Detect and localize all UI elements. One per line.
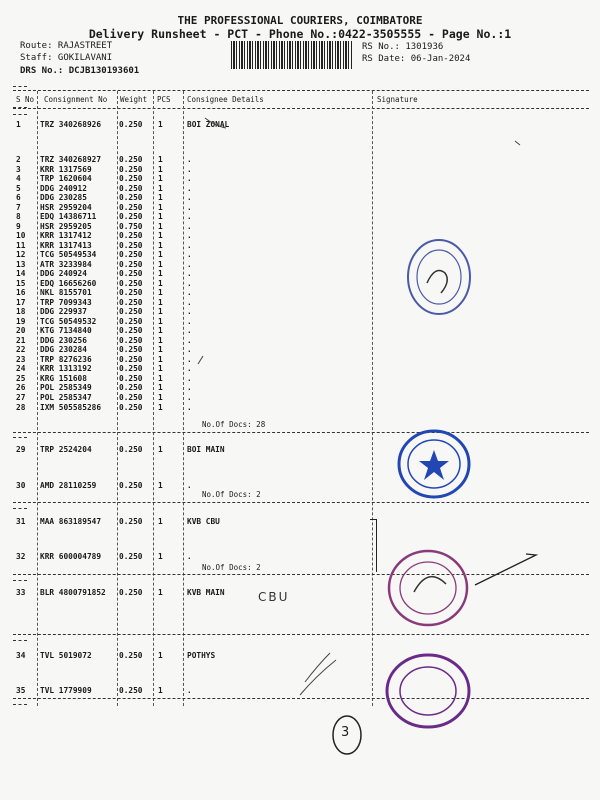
row-details: . — [187, 221, 192, 231]
row-sno: 25 — [16, 373, 26, 383]
row-pcs: 1 — [158, 364, 163, 374]
docs-count: No.Of Docs: 28 — [202, 420, 266, 429]
row-weight: 0.250 — [119, 517, 143, 526]
row-sno: 27 — [16, 393, 26, 402]
row-sno: 10 — [16, 231, 26, 241]
row-consignment: DDG 230284 — [40, 345, 87, 355]
docs-count: No.Of Docs: 2 — [202, 563, 261, 572]
row-consignment: TRZ 340268927 — [40, 155, 102, 164]
row-consignment: IXM 505585286 — [40, 402, 102, 412]
row-details: . — [187, 364, 192, 374]
rs-date: RS Date: 06-Jan-2024 — [362, 54, 471, 64]
row-weight: 0.250 — [119, 259, 143, 269]
row-details: . — [187, 278, 192, 288]
row-pcs: 1 — [158, 326, 163, 336]
row-weight: 0.250 — [119, 481, 143, 490]
row-consignment: KRR 1317413 — [40, 240, 92, 250]
handwritten-number: 3 — [341, 725, 350, 740]
row-details: . — [187, 183, 192, 193]
row-sno: 1 — [16, 120, 21, 129]
row-details: . — [187, 481, 192, 490]
row-weight: 0.250 — [119, 316, 143, 326]
row-sno: 33 — [16, 588, 26, 597]
row-details: POTHYS — [187, 651, 216, 660]
row-weight: 0.250 — [119, 155, 143, 164]
row-consignment: ATR 3233984 — [40, 259, 92, 269]
row-pcs: 1 — [158, 269, 163, 279]
row-details: . — [187, 269, 192, 279]
row-pcs: 1 — [158, 250, 163, 260]
row-pcs: 1 — [158, 278, 163, 288]
row-consignment: HSR 2959205 — [40, 221, 92, 231]
row-weight: 0.250 — [119, 326, 143, 336]
row-weight: 0.250 — [119, 402, 143, 412]
row-details: . — [187, 259, 192, 269]
row-sno: 21 — [16, 335, 26, 345]
row-details: . — [187, 155, 192, 164]
row-details: . — [187, 373, 192, 383]
row-sno: 24 — [16, 364, 26, 374]
row-sno: 6 — [16, 193, 21, 203]
row-details: KVB CBU — [187, 517, 220, 526]
row-pcs: 1 — [158, 481, 163, 490]
row-consignment: POL 2585347 — [40, 393, 92, 402]
row-pcs: 1 — [158, 288, 163, 298]
row-pcs: 1 — [158, 183, 163, 193]
row-consignment: TRP 2524204 — [40, 445, 92, 454]
col-consignment: Consignment No — [44, 95, 108, 104]
row-pcs: 1 — [158, 307, 163, 317]
row-pcs: 1 — [158, 686, 163, 695]
row-pcs: 1 — [158, 240, 163, 250]
bracket-mark — [370, 519, 377, 572]
row-consignment: KTG 7134840 — [40, 326, 92, 336]
row-details: . — [187, 212, 192, 222]
row-pcs: 1 — [158, 202, 163, 212]
row-consignment: DDG 229937 — [40, 307, 87, 317]
row-sno: 4 — [16, 174, 21, 184]
row-details: . — [187, 402, 192, 412]
row-consignment: TRP 1620604 — [40, 174, 92, 184]
row-weight: 0.250 — [119, 552, 143, 561]
row-details: . — [187, 240, 192, 250]
row-consignment: TRP 7099343 — [40, 297, 92, 307]
row-consignment: EDQ 16656260 — [40, 278, 97, 288]
row-sno: 32 — [16, 552, 26, 561]
row-weight: 0.250 — [119, 278, 143, 288]
row-sno: 30 — [16, 481, 26, 490]
row-consignment: KRR 1313192 — [40, 364, 92, 374]
row-sno: 28 — [16, 402, 26, 412]
row-pcs: 1 — [158, 445, 163, 454]
row-consignment: KRR 600004789 — [40, 552, 102, 561]
row-consignment: MAA 863189547 — [40, 517, 102, 526]
row-weight: 0.250 — [119, 335, 143, 345]
row-pcs: 1 — [158, 552, 163, 561]
row-consignment: TRZ 340268926 — [40, 120, 102, 129]
row-details: . — [187, 193, 192, 203]
row-details: . — [187, 354, 192, 364]
row-sno: 17 — [16, 297, 26, 307]
row-consignment: HSR 2959204 — [40, 202, 92, 212]
row-pcs: 1 — [158, 335, 163, 345]
row-weight: 0.250 — [119, 364, 143, 374]
row-details: . — [187, 288, 192, 298]
row-pcs: 1 — [158, 221, 163, 231]
row-consignment: KRR 1317569 — [40, 164, 92, 174]
row-weight: 0.250 — [119, 373, 143, 383]
row-sno: 14 — [16, 269, 26, 279]
row-sno: 9 — [16, 221, 21, 231]
row-weight: 0.250 — [119, 307, 143, 317]
row-sno: 12 — [16, 250, 26, 260]
row-sno: 2 — [16, 155, 21, 164]
row-pcs: 1 — [158, 231, 163, 241]
row-pcs: 1 — [158, 316, 163, 326]
route-label: Route: RAJASTREET — [20, 41, 113, 51]
row-pcs: 1 — [158, 212, 163, 222]
row-consignment: KRR 1317412 — [40, 231, 92, 241]
row-sno: 7 — [16, 202, 21, 212]
row-pcs: 1 — [158, 164, 163, 174]
row-details: KVB MAIN — [187, 588, 225, 597]
row-sno: 34 — [16, 651, 26, 660]
row-details: . — [187, 231, 192, 241]
row-details: . — [187, 164, 192, 174]
row-weight: 0.250 — [119, 193, 143, 203]
row-sno: 20 — [16, 326, 26, 336]
runsheet-subtitle: Delivery Runsheet - PCT - Phone No.:0422-3505555 - Page No.:1 — [88, 27, 512, 41]
row-weight: 0.250 — [119, 288, 143, 298]
row-pcs: 1 — [158, 354, 163, 364]
row-consignment: AMD 28110259 — [40, 481, 97, 490]
row-consignment: EDQ 14386711 — [40, 212, 97, 222]
col-signature: Signature — [377, 95, 418, 104]
row-consignment: TVL 5019072 — [40, 651, 92, 660]
row-weight: 0.250 — [119, 383, 143, 393]
row-weight: 0.250 — [119, 686, 143, 695]
row-sno: 8 — [16, 212, 21, 222]
row-sno: 5 — [16, 183, 21, 193]
row-consignment: TCG 50549534 — [40, 250, 97, 260]
row-consignment: KRG 151608 — [40, 373, 87, 383]
row-pcs: 1 — [158, 345, 163, 355]
row-details: BOI ZONAL — [187, 120, 230, 129]
row-pcs: 1 — [158, 651, 163, 660]
row-sno: 3 — [16, 164, 21, 174]
col-pcs: PCS — [157, 95, 171, 104]
rs-number: RS No.: 1301936 — [362, 42, 444, 52]
row-consignment: DDG 240924 — [40, 269, 87, 279]
row-details: . — [187, 202, 192, 212]
row-weight: 0.250 — [119, 651, 143, 660]
row-weight: 0.250 — [119, 297, 143, 307]
company-title: THE PROFESSIONAL COURIERS, COIMBATORE — [177, 14, 423, 27]
row-details: . — [187, 297, 192, 307]
row-weight: 0.250 — [119, 393, 143, 402]
col-sno: S No — [16, 95, 35, 104]
row-weight: 0.250 — [119, 212, 143, 222]
row-details: . — [187, 393, 192, 402]
row-pcs: 1 — [158, 174, 163, 184]
row-consignment: TRP 8276236 — [40, 354, 92, 364]
drs-number: DRS No.: DCJB130193601 — [20, 66, 140, 76]
row-weight: 0.250 — [119, 269, 143, 279]
row-weight: 0.250 — [119, 250, 143, 260]
row-pcs: 1 — [158, 259, 163, 269]
row-weight: 0.250 — [119, 174, 143, 184]
row-weight: 0.250 — [119, 202, 143, 212]
row-sno: 18 — [16, 307, 26, 317]
row-sno: 26 — [16, 383, 26, 393]
row-details: . — [187, 345, 192, 355]
row-pcs: 1 — [158, 393, 163, 402]
row-consignment: DDG 240912 — [40, 183, 87, 193]
row-details: . — [187, 335, 192, 345]
row-consignment: DDG 230256 — [40, 335, 87, 345]
row-pcs: 1 — [158, 120, 163, 129]
row-weight: 0.250 — [119, 345, 143, 355]
row-pcs: 1 — [158, 155, 163, 164]
row-sno: 16 — [16, 288, 26, 298]
row-sno: 15 — [16, 278, 26, 288]
row-pcs: 1 — [158, 193, 163, 203]
row-pcs: 1 — [158, 517, 163, 526]
row-consignment: POL 2585349 — [40, 383, 92, 393]
col-details: Consignee Details — [187, 95, 264, 104]
row-consignment: NKL 8155701 — [40, 288, 92, 298]
row-details: . — [187, 316, 192, 326]
staff-label: Staff: GOKILAVANI — [20, 53, 113, 63]
row-details: . — [187, 250, 192, 260]
row-details: . — [187, 383, 192, 393]
row-pcs: 1 — [158, 383, 163, 393]
row-weight: 0.750 — [119, 221, 143, 231]
row-weight: 0.250 — [119, 588, 143, 597]
row-details: BOI MAIN — [187, 445, 225, 454]
row-consignment: TVL 1779909 — [40, 686, 92, 695]
row-sno: 23 — [16, 354, 26, 364]
handwritten-cbu: CBU — [258, 590, 290, 604]
row-weight: 0.250 — [119, 183, 143, 193]
row-details: . — [187, 174, 192, 184]
row-details: . — [187, 326, 192, 336]
row-pcs: 1 — [158, 297, 163, 307]
row-pcs: 1 — [158, 402, 163, 412]
col-weight: Weight — [120, 95, 148, 104]
row-pcs: 1 — [158, 588, 163, 597]
row-sno: 35 — [16, 686, 26, 695]
row-details: . — [187, 307, 192, 317]
row-consignment: BLR 4800791852 — [40, 588, 106, 597]
row-pcs: 1 — [158, 373, 163, 383]
row-weight: 0.250 — [119, 120, 143, 129]
row-sno: 31 — [16, 517, 26, 526]
row-consignment: DDG 230285 — [40, 193, 87, 203]
row-consignment: TCG 50549532 — [40, 316, 97, 326]
row-sno: 13 — [16, 259, 26, 269]
row-weight: 0.250 — [119, 164, 143, 174]
docs-count: No.Of Docs: 2 — [202, 490, 261, 499]
row-sno: 29 — [16, 445, 26, 454]
row-weight: 0.250 — [119, 354, 143, 364]
row-sno: 19 — [16, 316, 26, 326]
row-sno: 22 — [16, 345, 26, 355]
row-weight: 0.250 — [119, 240, 143, 250]
row-weight: 0.250 — [119, 231, 143, 241]
row-sno: 11 — [16, 240, 26, 250]
row-weight: 0.250 — [119, 445, 143, 454]
row-details: . — [187, 686, 192, 695]
row-details: . — [187, 552, 192, 561]
